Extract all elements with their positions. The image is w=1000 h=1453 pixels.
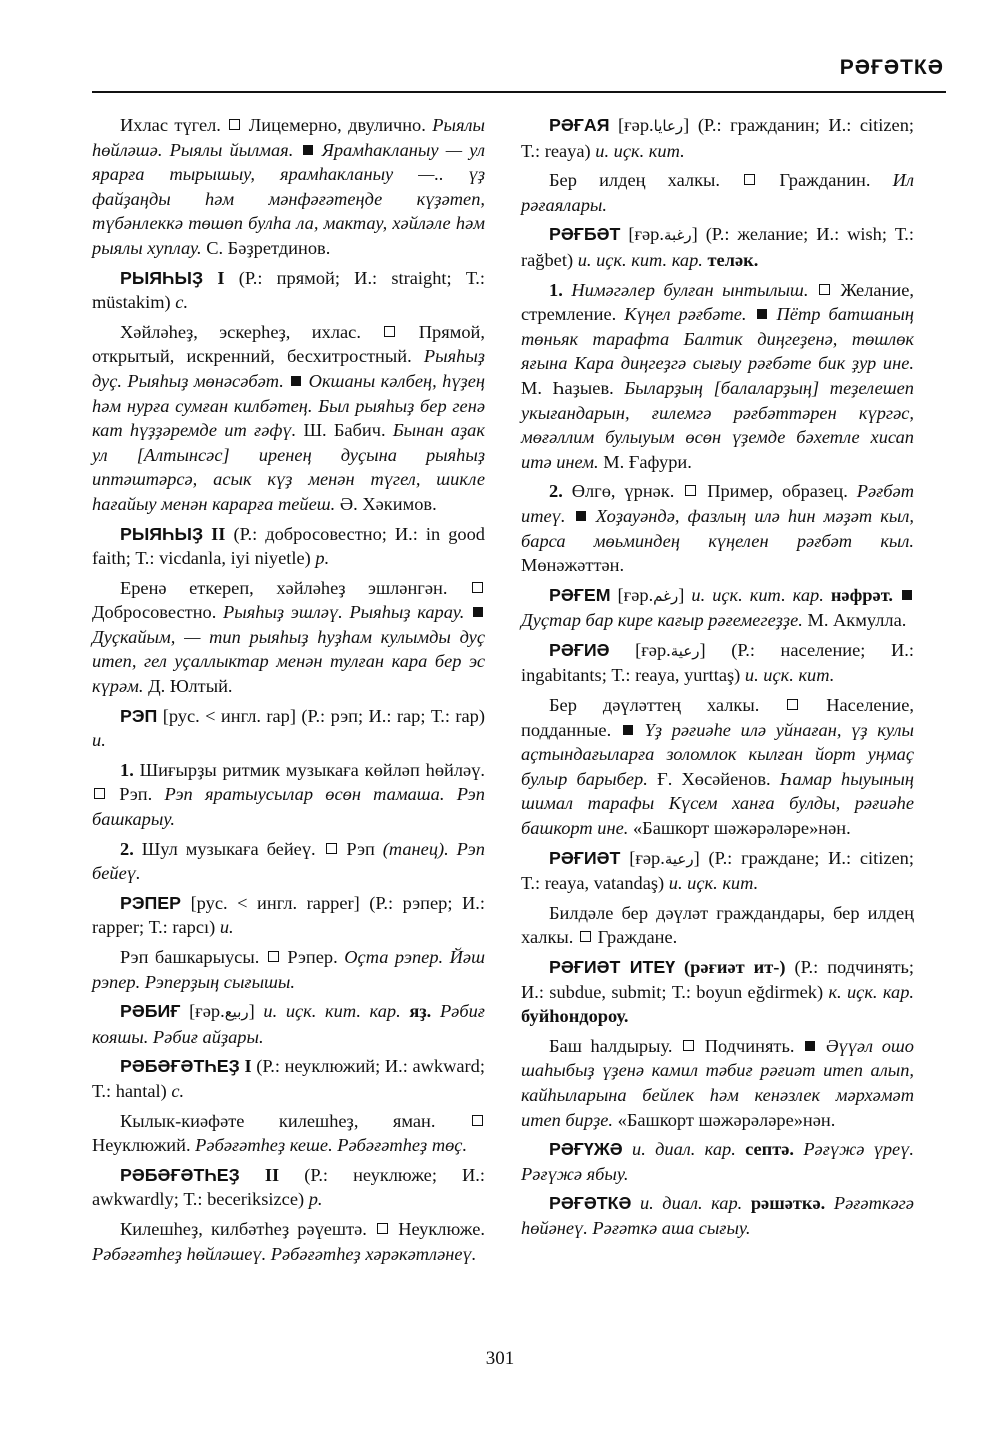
dictionary-entry-ryyahyz-2: РЫЯҺЫҘ II (Р.: добросовестно; И.: in good faith; Т.: vicdanla, iyi niyetle) р. bbox=[92, 523, 485, 569]
headword: РӘҒИӘТ bbox=[549, 847, 621, 868]
translation-marker-icon bbox=[229, 119, 240, 130]
dictionary-entry-ragiat-iteu: РӘҒИӘТ ИТЕҮ (рәғиәт ит-) (Р.: подчинять; И.: subdue, submit; Т.: boyun eğdirmek) к. иҫк. кар. буйһондороу. bbox=[521, 957, 914, 1027]
translation-marker-icon bbox=[472, 1115, 483, 1126]
translation-marker-icon bbox=[94, 788, 105, 799]
entry-sense-1: 1. Нимәгәлер булған ынтылыш. Желание, стремление. Күңел рәғбәте. Пётр батшаның төньяк тарафта Балтик диңгеҙенә, төшлөк яғына Кара диңгеҙгә сығыу рәғбәте бик ҙур ине. М. Һаҙыев. Быларҙың [балаларҙың] теҙелешеп укығандарын, ғилемгә рәғбәттәрен күргәс, мөғәллим булыуым өсөн үҙемде бәхетле хисап итә инем. М. Ғафури. bbox=[521, 279, 915, 472]
example-marker-icon bbox=[757, 309, 767, 319]
entry-sense-2: 2. Өлгө, үрнәк. Пример, образец. Рәғбәт итеү. Хоҙауәндә, фазлың илә һин мәҙәт кыл, барса мөьминдең күңелен рәғбәт кыл. Мөнәжәттән. bbox=[521, 481, 914, 576]
example-marker-icon bbox=[902, 590, 912, 600]
right-column bbox=[521, 113, 914, 1246]
headword: РЭП bbox=[120, 705, 158, 726]
headword: РЫЯҺЫҘ bbox=[120, 267, 204, 288]
entry-sense-2: 2. Шул музыкаға бейеү. Рэп (танец). Рэп бейеү. bbox=[92, 838, 485, 884]
running-head: РӘҒӘТКӘ bbox=[839, 56, 944, 79]
headword: РӘҒИӘТ ИТЕҮ bbox=[549, 957, 676, 977]
entry-body: Бер илдең халкы. Гражданин. Ил рәғаялары. bbox=[521, 170, 914, 215]
headword: РӘҒҮЖӘ bbox=[549, 1139, 623, 1160]
entry-continuation: Ихлас түгел. Лицемерно, двулично. Рыялы һөйләшә. Рыялы йылмая. Ярамһакланыу — ул ярарға тырышыу, ярамһакланыу —.. үҙ файҙаңды һәм мәнфәғәтеңде күҙәтеп, түбәнлеккә төшөп булһа ла, мактау, хәйләле һәм рыялы хуплау. С. Бәҙретдинов. bbox=[92, 115, 485, 258]
page-number: 301 bbox=[485, 1348, 515, 1369]
example-marker-icon bbox=[576, 511, 586, 521]
example-marker-icon bbox=[473, 607, 483, 617]
entry-body: Рэп башкарыусы. Рэпер. Оҫта рэпер. Йәш рэпер. Рэперҙың сығышы. bbox=[92, 947, 485, 992]
entry-body: Килешһеҙ, килбәтһеҙ рәүештә. Неуклюже. Рәбәғәтһеҙ һөйләшеү. Рәбәғәтһеҙ хәрәкәтләнеү. bbox=[92, 1218, 485, 1264]
headword: РӘБИҒ bbox=[120, 1001, 181, 1022]
translation-marker-icon bbox=[819, 284, 830, 295]
example-marker-icon bbox=[303, 145, 313, 155]
dictionary-entry-rabig: РӘБИҒ [ғәр.ربيع] и. иҫк. кит. кар. яҙ. Рәбиғ кояшы. Рәбиғ айҙары. bbox=[92, 1001, 485, 1047]
entry-body: Бер дәүләттең халкы. Население, подданные. Үҙ рәғиәһе илә уйнаған, үҙ кулы аҫтындағыларға золомлок кылған йорт уңмаҫ булыр барыбер. Ғ. Хөсәйенов. Һамар һыуының шимал тарафы Күсем ханға булды, рәғиәһе башкорт ине. «Башкорт шәжәрәләре»нән. bbox=[521, 695, 914, 839]
dictionary-entry-ragbat: РӘҒБӘТ [ғәр.رغبة] (Р.: желание; И.: wish; Т.: rağbet) и. иҫк. кит. кар. теләк. bbox=[521, 224, 915, 270]
translation-marker-icon bbox=[580, 931, 591, 942]
left-column bbox=[92, 113, 485, 1271]
example-marker-icon bbox=[291, 376, 301, 386]
dictionary-entry-rabagathez-1: РӘБӘҒӘТҺЕҘ I (Р.: неуклюжий; И.: awkward; Т.: hantal) с. bbox=[92, 1056, 485, 1101]
entry-body: Хәйләһеҙ, эскерһеҙ, ихлас. Прямой, открытый, искренний, бесхитростный. Рыяһыҙ дуҫ. Рыяһыҙ мөнәсәбәт. Окшаны кәлбең, һүҙең һәм нурға сумған килбәтең. Был рыяһыҙ бер генә кат һүҙҙәремде ит ғәфү. Ш. Бабич. Бынан аҙак ул [Алтынсәс] иренең дуҫына рыяһыҙ иптәштәрсә, асык күҙ менән түгел, шикле һағайыу менән карарға тейеш. Ә. Хәкимов. bbox=[92, 321, 485, 514]
dictionary-entry-ragatka: РӘҒӘТКӘ и. диал. кар. рәшәткә. Рәғәткәгә һөйәнеү. Рәғәткә аша сығыу. bbox=[521, 1193, 914, 1238]
headword: РӘҒӘТКӘ bbox=[549, 1193, 632, 1214]
dictionary-entry-reper: РЭПЕР [рус. < ингл. rapper] (Р.: рэпер; И.: rapper; Т.: rapcı) и. bbox=[92, 892, 485, 938]
entry-body: Баш һалдырыу. Подчинять. Әүүәл ошо шаһыбыҙ үҙенә камил тәбиғ рәғиәт итеп алып, кайһыларына бейлек һәм кенәзлек мәрхәмәт итеп бирҙе. «Башкорт шәжәрәләре»нән. bbox=[521, 1035, 914, 1130]
translation-marker-icon bbox=[685, 485, 696, 496]
entry-body: Кылык-киәфәте килешһеҙ, яман. Неуклюжий. Рәбәғәтһеҙ кеше. Рәбәғәтһеҙ төҫ. bbox=[92, 1109, 485, 1158]
dictionary-entry-ragiat: РӘҒИӘТ [ғәр.رعية] (Р.: граждане; И.: citizen; Т.: reaya, vatandaş) и. иҫк. кит. bbox=[521, 847, 914, 894]
dictionary-entry-ryyahyz-1: РЫЯҺЫҘ I (Р.: прямой; И.: straight; Т.: müstakim) с. bbox=[92, 267, 485, 313]
entry-body: Еренә еткереп, хәйләһеҙ эшләнгән. Добросовестно. Рыяһыҙ эшләү. Рыяһыҙ карау. Дуҫкайым, — тип рыяһыҙ һуҙһам кулымды дуҫ итеп, гел уҫаллыктар менән тулған кара бер эс күрәм. Д. Юлтый. bbox=[92, 577, 485, 697]
entry-sense-1: 1. Шиғырҙы ритмик музыкаға көйләп һөйләү. Рэп. Рэп яратыусылар өсөн тамаша. Рэп башкарыу. bbox=[92, 759, 485, 830]
dictionary-entry-rep: РЭП [рус. < ингл. rap] (Р.: рэп; И.: rap; Т.: rap) и. bbox=[92, 705, 485, 751]
entry-body: Билдәле бер дәүләт граждандары, бер илдең халкы. Граждане. bbox=[521, 902, 914, 948]
dictionary-entry-ragia: РӘҒИӘ [ғәр.رعية] (Р.: население; И.: ingabitants; Т.: reaya, yurttaş) и. иҫк. кит. bbox=[521, 639, 914, 686]
dictionary-entry-ragaya: РӘҒАЯ [ғәр.رعايا] (Р.: гражданин; И.: citizen; Т.: reaya) и. иҫк. кит. bbox=[521, 115, 914, 161]
translation-marker-icon bbox=[787, 699, 798, 710]
translation-marker-icon bbox=[683, 1040, 694, 1051]
headword: РӘҒИӘ bbox=[549, 639, 610, 660]
translation-marker-icon bbox=[384, 326, 395, 337]
headword: РӘҒЕМ bbox=[549, 584, 611, 605]
translation-marker-icon bbox=[326, 843, 337, 854]
dictionary-entry-ragem: РӘҒЕМ [ғәр.رغم] и. иҫк. кит. кар. нәфрәт. Дуҫтар бар кире кағыр рәғемегеҙҙе. М. Акмулла. bbox=[521, 583, 914, 633]
headword: РӘҒБӘТ bbox=[549, 224, 621, 245]
dictionary-entry-raguzha: РӘҒҮЖӘ и. диал. кар. септә. Рәғүжә үреү. Рәғүжә ябыу. bbox=[521, 1139, 914, 1184]
header-rule bbox=[92, 91, 946, 93]
dictionary-entry-rabagathez-2: РӘБӘҒӘТҺЕҘ II (Р.: неуклюже; И.: awkwardly; Т.: beceriksizce) р. bbox=[92, 1164, 485, 1210]
headword: РӘБӘҒӘТҺЕҘ bbox=[120, 1164, 240, 1185]
translation-marker-icon bbox=[377, 1223, 388, 1234]
translation-marker-icon bbox=[268, 951, 279, 962]
headword: РӘҒАЯ bbox=[549, 115, 610, 135]
headword: РЭПЕР bbox=[120, 892, 182, 913]
example-marker-icon bbox=[805, 1041, 815, 1051]
translation-marker-icon bbox=[744, 174, 755, 185]
headword: РЫЯҺЫҘ bbox=[120, 523, 204, 544]
headword: РӘБӘҒӘТҺЕҘ bbox=[120, 1056, 240, 1077]
translation-marker-icon bbox=[472, 582, 483, 593]
example-marker-icon bbox=[623, 725, 633, 735]
